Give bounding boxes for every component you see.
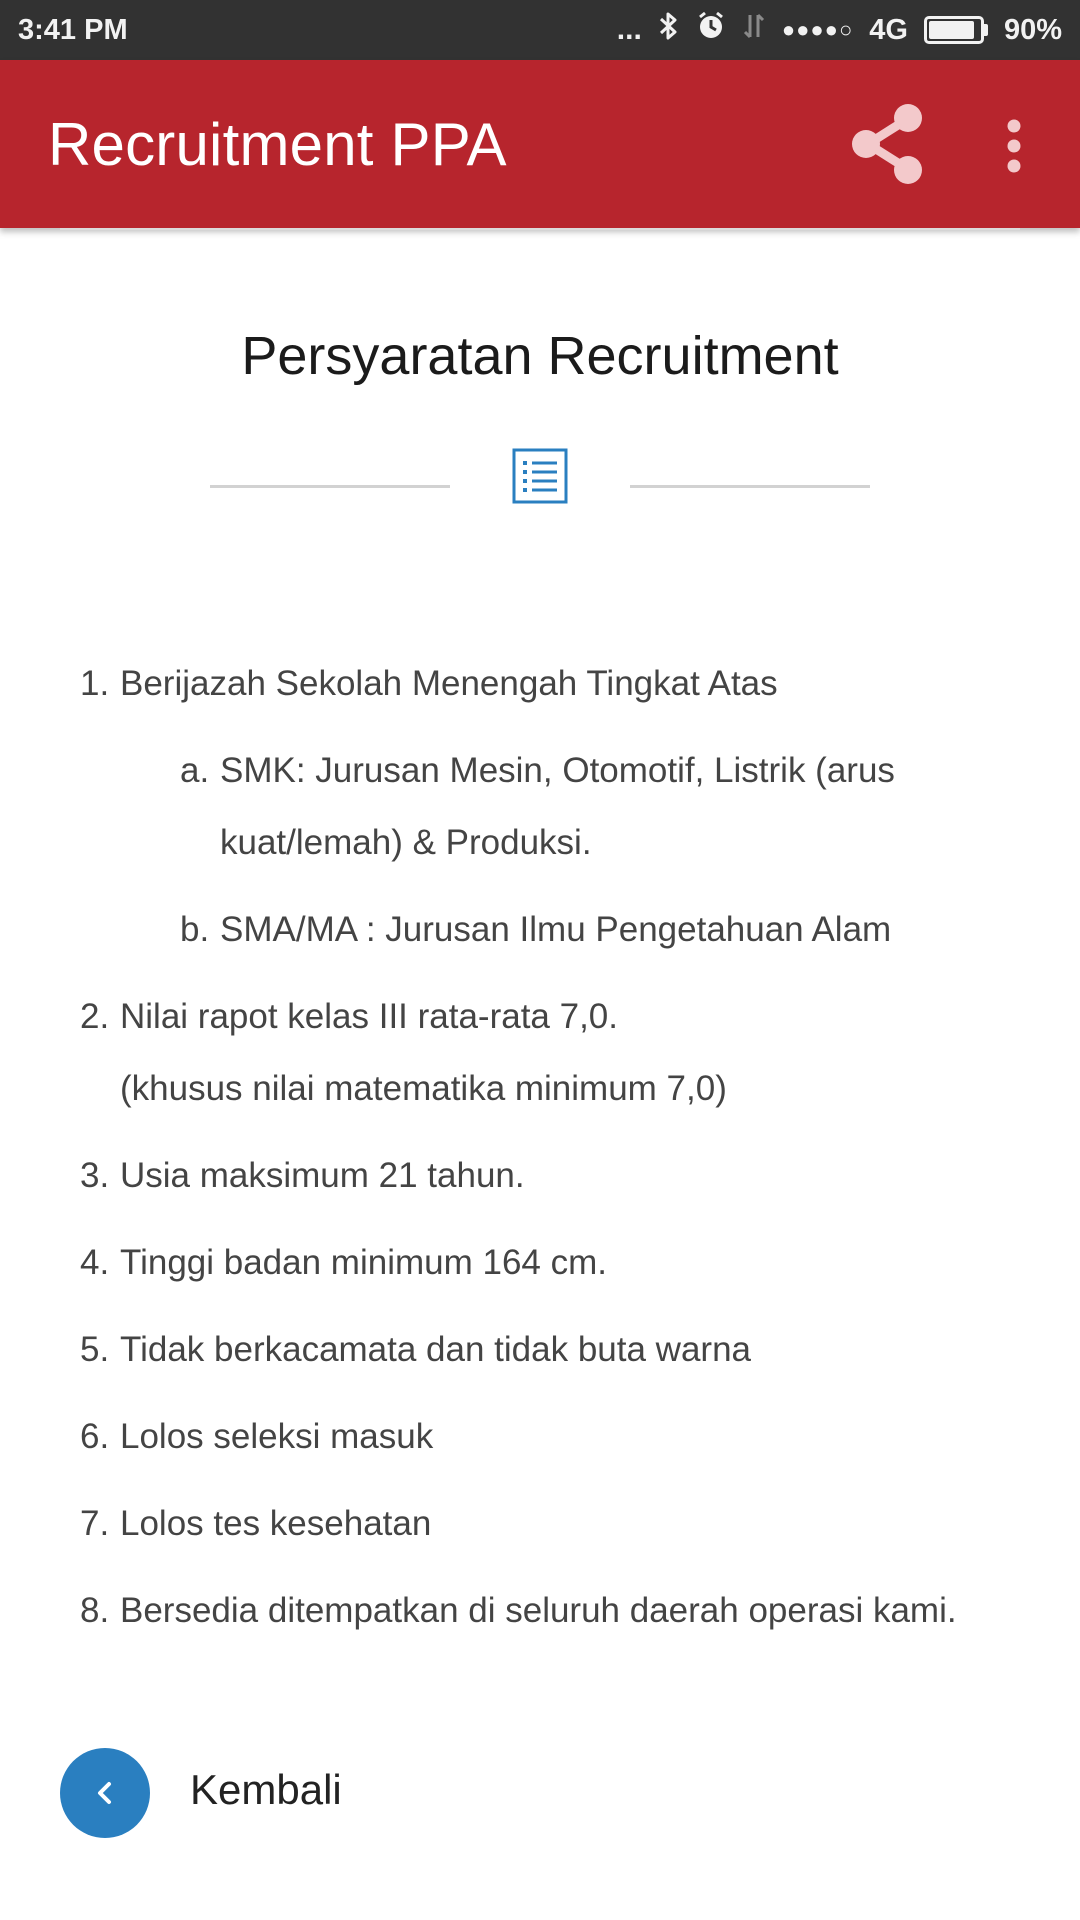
sub-item-text: SMK: Jurusan Mesin, Otomotif, Listrik (arus kuat/lemah) & Produksi. (220, 751, 895, 862)
item-text: Nilai rapot kelas III rata-rata 7,0. (120, 997, 618, 1036)
item-text: Usia maksimum 21 tahun. (120, 1156, 525, 1195)
signal-strength: ●●●●○ (781, 17, 854, 42)
list-item (80, 1488, 1040, 1560)
item-number: 7. (80, 1504, 110, 1543)
item-number: 6. (80, 1417, 110, 1456)
battery-icon (924, 16, 988, 44)
sub-item (120, 735, 1040, 879)
app-bar (0, 60, 1080, 228)
requirements-list (80, 648, 1040, 1662)
back-button[interactable] (60, 1748, 150, 1838)
notification-dots: ... (616, 13, 642, 46)
page-title: Persyaratan Recruitment (241, 326, 839, 386)
list-item (80, 1401, 1040, 1473)
item-number: 1. (80, 664, 110, 703)
list-item (80, 1314, 1040, 1386)
item-number: 2. (80, 997, 110, 1036)
back-label[interactable]: Kembali (190, 1766, 342, 1813)
data-transfer-icon (742, 11, 766, 49)
sub-item-text: SMA/MA : Jurusan Ilmu Pengetahuan Alam (220, 910, 892, 949)
network-type: 4G (869, 13, 908, 46)
list-item (80, 1227, 1040, 1299)
list-item (80, 1575, 1040, 1647)
item-text: Berijazah Sekolah Menengah Tingkat Atas (120, 664, 778, 703)
item-number: 4. (80, 1243, 110, 1282)
list-item (80, 648, 1040, 966)
status-time: 3:41 PM (18, 13, 128, 46)
battery-level (929, 21, 974, 39)
divider-right (630, 485, 870, 488)
divider-left (210, 485, 450, 488)
app-title: Recruitment PPA (48, 111, 507, 178)
item-text: Bersedia ditempatkan di seluruh daerah operasi kami. (120, 1591, 957, 1630)
list-item (80, 981, 1040, 1125)
item-number: 8. (80, 1591, 110, 1630)
more-vert-icon (990, 116, 1038, 176)
share-button[interactable] (850, 102, 930, 186)
alarm-icon (696, 11, 726, 49)
list-icon (512, 448, 568, 504)
item-text: Lolos tes kesehatan (120, 1504, 432, 1543)
item-note: (khusus nilai matematika minimum 7,0) (120, 1069, 727, 1108)
status-icons (617, 11, 1062, 49)
sub-item-letter: a. (180, 751, 210, 790)
chevron-left-icon (90, 1778, 120, 1808)
list-item (80, 1140, 1040, 1212)
sub-item (120, 894, 1040, 966)
item-number: 3. (80, 1156, 110, 1195)
item-text: Tinggi badan minimum 164 cm. (120, 1243, 607, 1282)
bluetooth-icon (658, 11, 680, 49)
item-text: Tidak berkacamata dan tidak buta warna (120, 1330, 752, 1369)
sub-item-letter: b. (180, 910, 210, 949)
more-options-button[interactable] (990, 116, 1038, 176)
item-number: 5. (80, 1330, 110, 1369)
battery-percent: 90% (1003, 13, 1062, 46)
share-icon (850, 102, 930, 186)
app-bar-divider (60, 228, 1020, 230)
status-bar (0, 0, 1080, 60)
item-text: Lolos seleksi masuk (120, 1417, 434, 1456)
